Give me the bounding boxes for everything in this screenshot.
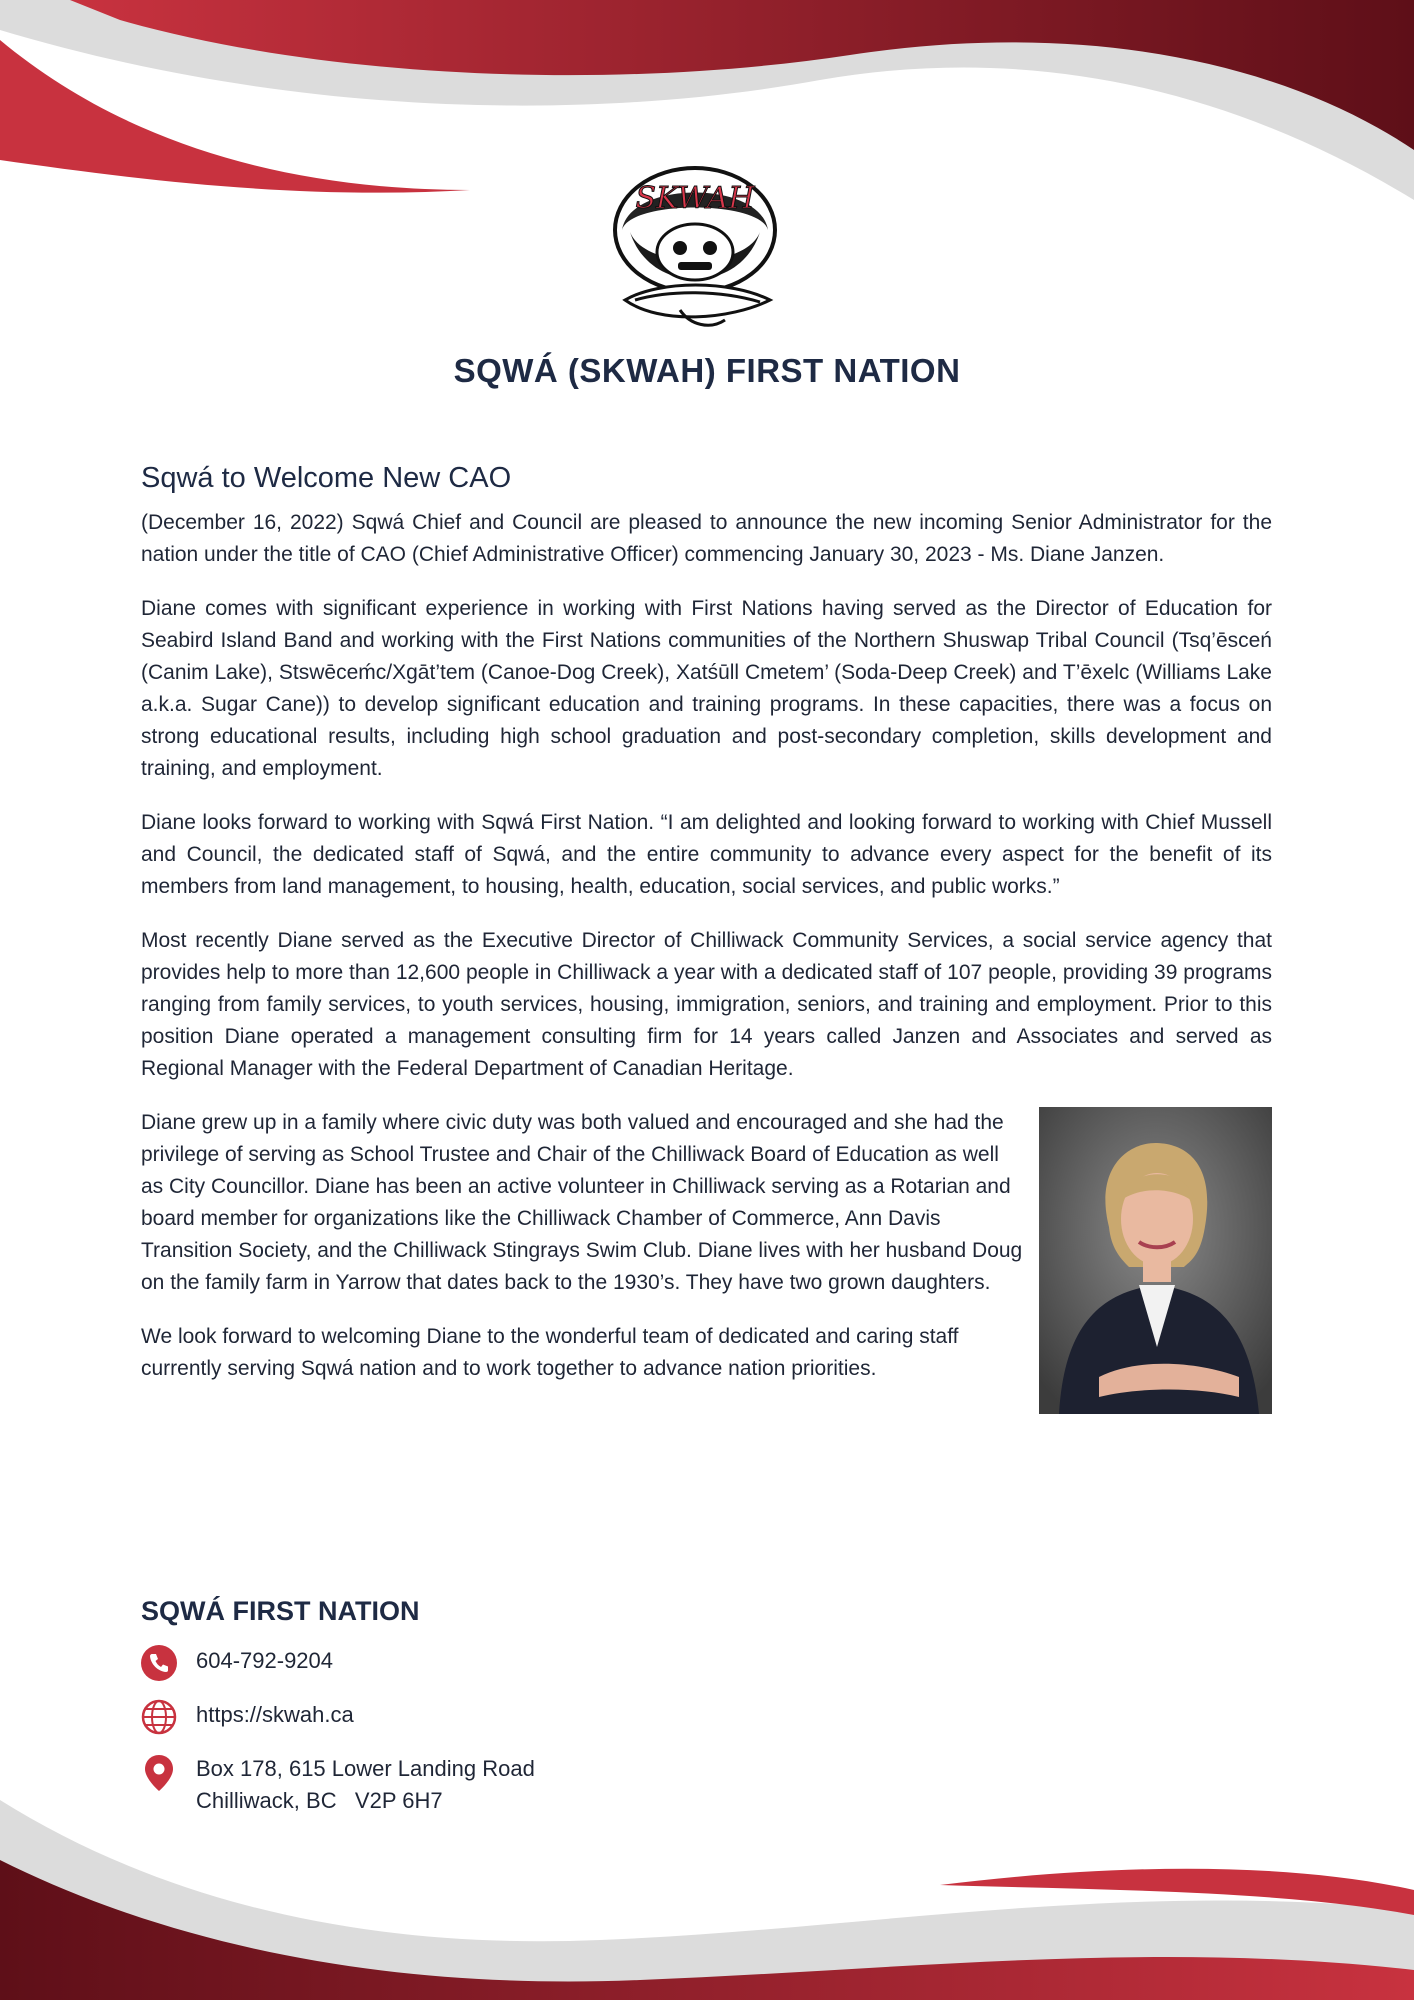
bio-text-column — [141, 1107, 1026, 1407]
contact-website-link[interactable]: https://skwah.ca — [196, 1702, 354, 1727]
contact-phone-row — [141, 1645, 841, 1681]
address-line-1: Box 178, 615 Lower Landing Road — [196, 1756, 535, 1781]
phone-icon — [141, 1645, 177, 1681]
svg-text:SKWAH: SKWAH — [635, 181, 755, 216]
address-line-2: Chilliwack, BC V2P 6H7 — [196, 1788, 443, 1813]
paragraph-quote: Diane looks forward to working with Sqwá First Nation. “I am delighted and looking forward to working with Chief Mussell and Council, the dedicated staff of Sqwá, and the entire community to advance every aspect for the benefit of its members from land management, to housing, health, education, social services, and public works.” — [141, 811, 1272, 898]
paragraph-closing: We look forward to welcoming Diane to the wonderful team of dedicated and caring staff currently serving Sqwá nation and to work together to advance nation priorities. — [141, 1325, 959, 1380]
contact-website-row — [141, 1699, 841, 1735]
article — [141, 462, 1272, 1414]
globe-icon — [141, 1699, 177, 1735]
paragraph-announcement: (December 16, 2022) Sqwá Chief and Council are pleased to announce the new incoming Senior Administrator for the nation under the title of CAO (Chief Administrative Officer) commencing January 30, 2023 - Ms. Diane Janzen. — [141, 511, 1272, 566]
bottom-wave-decoration — [0, 1740, 1414, 2000]
org-title: SQWÁ (SKWAH) FIRST NATION — [453, 352, 961, 389]
contact-title: SQWÁ FIRST NATION — [141, 1596, 420, 1626]
contact-phone[interactable]: 604-792-9204 — [196, 1648, 334, 1673]
article-headline: Sqwá to Welcome New CAO — [141, 462, 512, 494]
paragraph-experience: Diane comes with significant experience in working with First Nations having served as the Director of Education for Seabird Island Band and working with the First Nations communities of the Northern Shuswap Tribal Council (Tsq’ēsceń (Canim Lake), Stswēceḿc/Xgāt’tem (Canoe-Dog Creek), Xatśūll Cmetem’ (Soda-Deep Creek) and T’ēxelc (Williams Lake a.k.a. Sugar Cane)) to develop significant education and training programs. In these capacities, there was a focus on strong educational results, including high school graduation and post-secondary completion, skills development and training, and employment. — [141, 597, 1272, 780]
bio-section — [141, 1107, 1272, 1414]
paragraph-recent-role: Most recently Diane served as the Executive Director of Chilliwack Community Services, a social service agency that provides help to more than 12,600 people in Chilliwack a year with a dedicated staff of 107 people, providing 39 programs ranging from family services, to youth services, housing, immigration, seniors, and training and employment. Prior to this position Diane operated a management consulting firm for 14 years called Janzen and Associates and served as Regional Manager with the Federal Department of Canadian Heritage. — [141, 929, 1272, 1080]
paragraph-bio: Diane grew up in a family where civic duty was both valued and encouraged and she had the privilege of serving as School Trustee and Chair of the Chilliwack Board of Education as well as City Councillor. Diane has been an active volunteer in Chilliwack serving as a Rotarian and board member for organizations like the Chilliwack Chamber of Commerce, Ann Davis Transition Society, and the Chilliwack Stingrays Swim Club. Diane lives with her husband Doug on the family farm in Yarrow that dates back to the 1930’s. They have two grown daughters. — [141, 1111, 1023, 1294]
skwah-mask-logo-icon — [610, 160, 780, 340]
portrait-photo — [1039, 1107, 1272, 1414]
